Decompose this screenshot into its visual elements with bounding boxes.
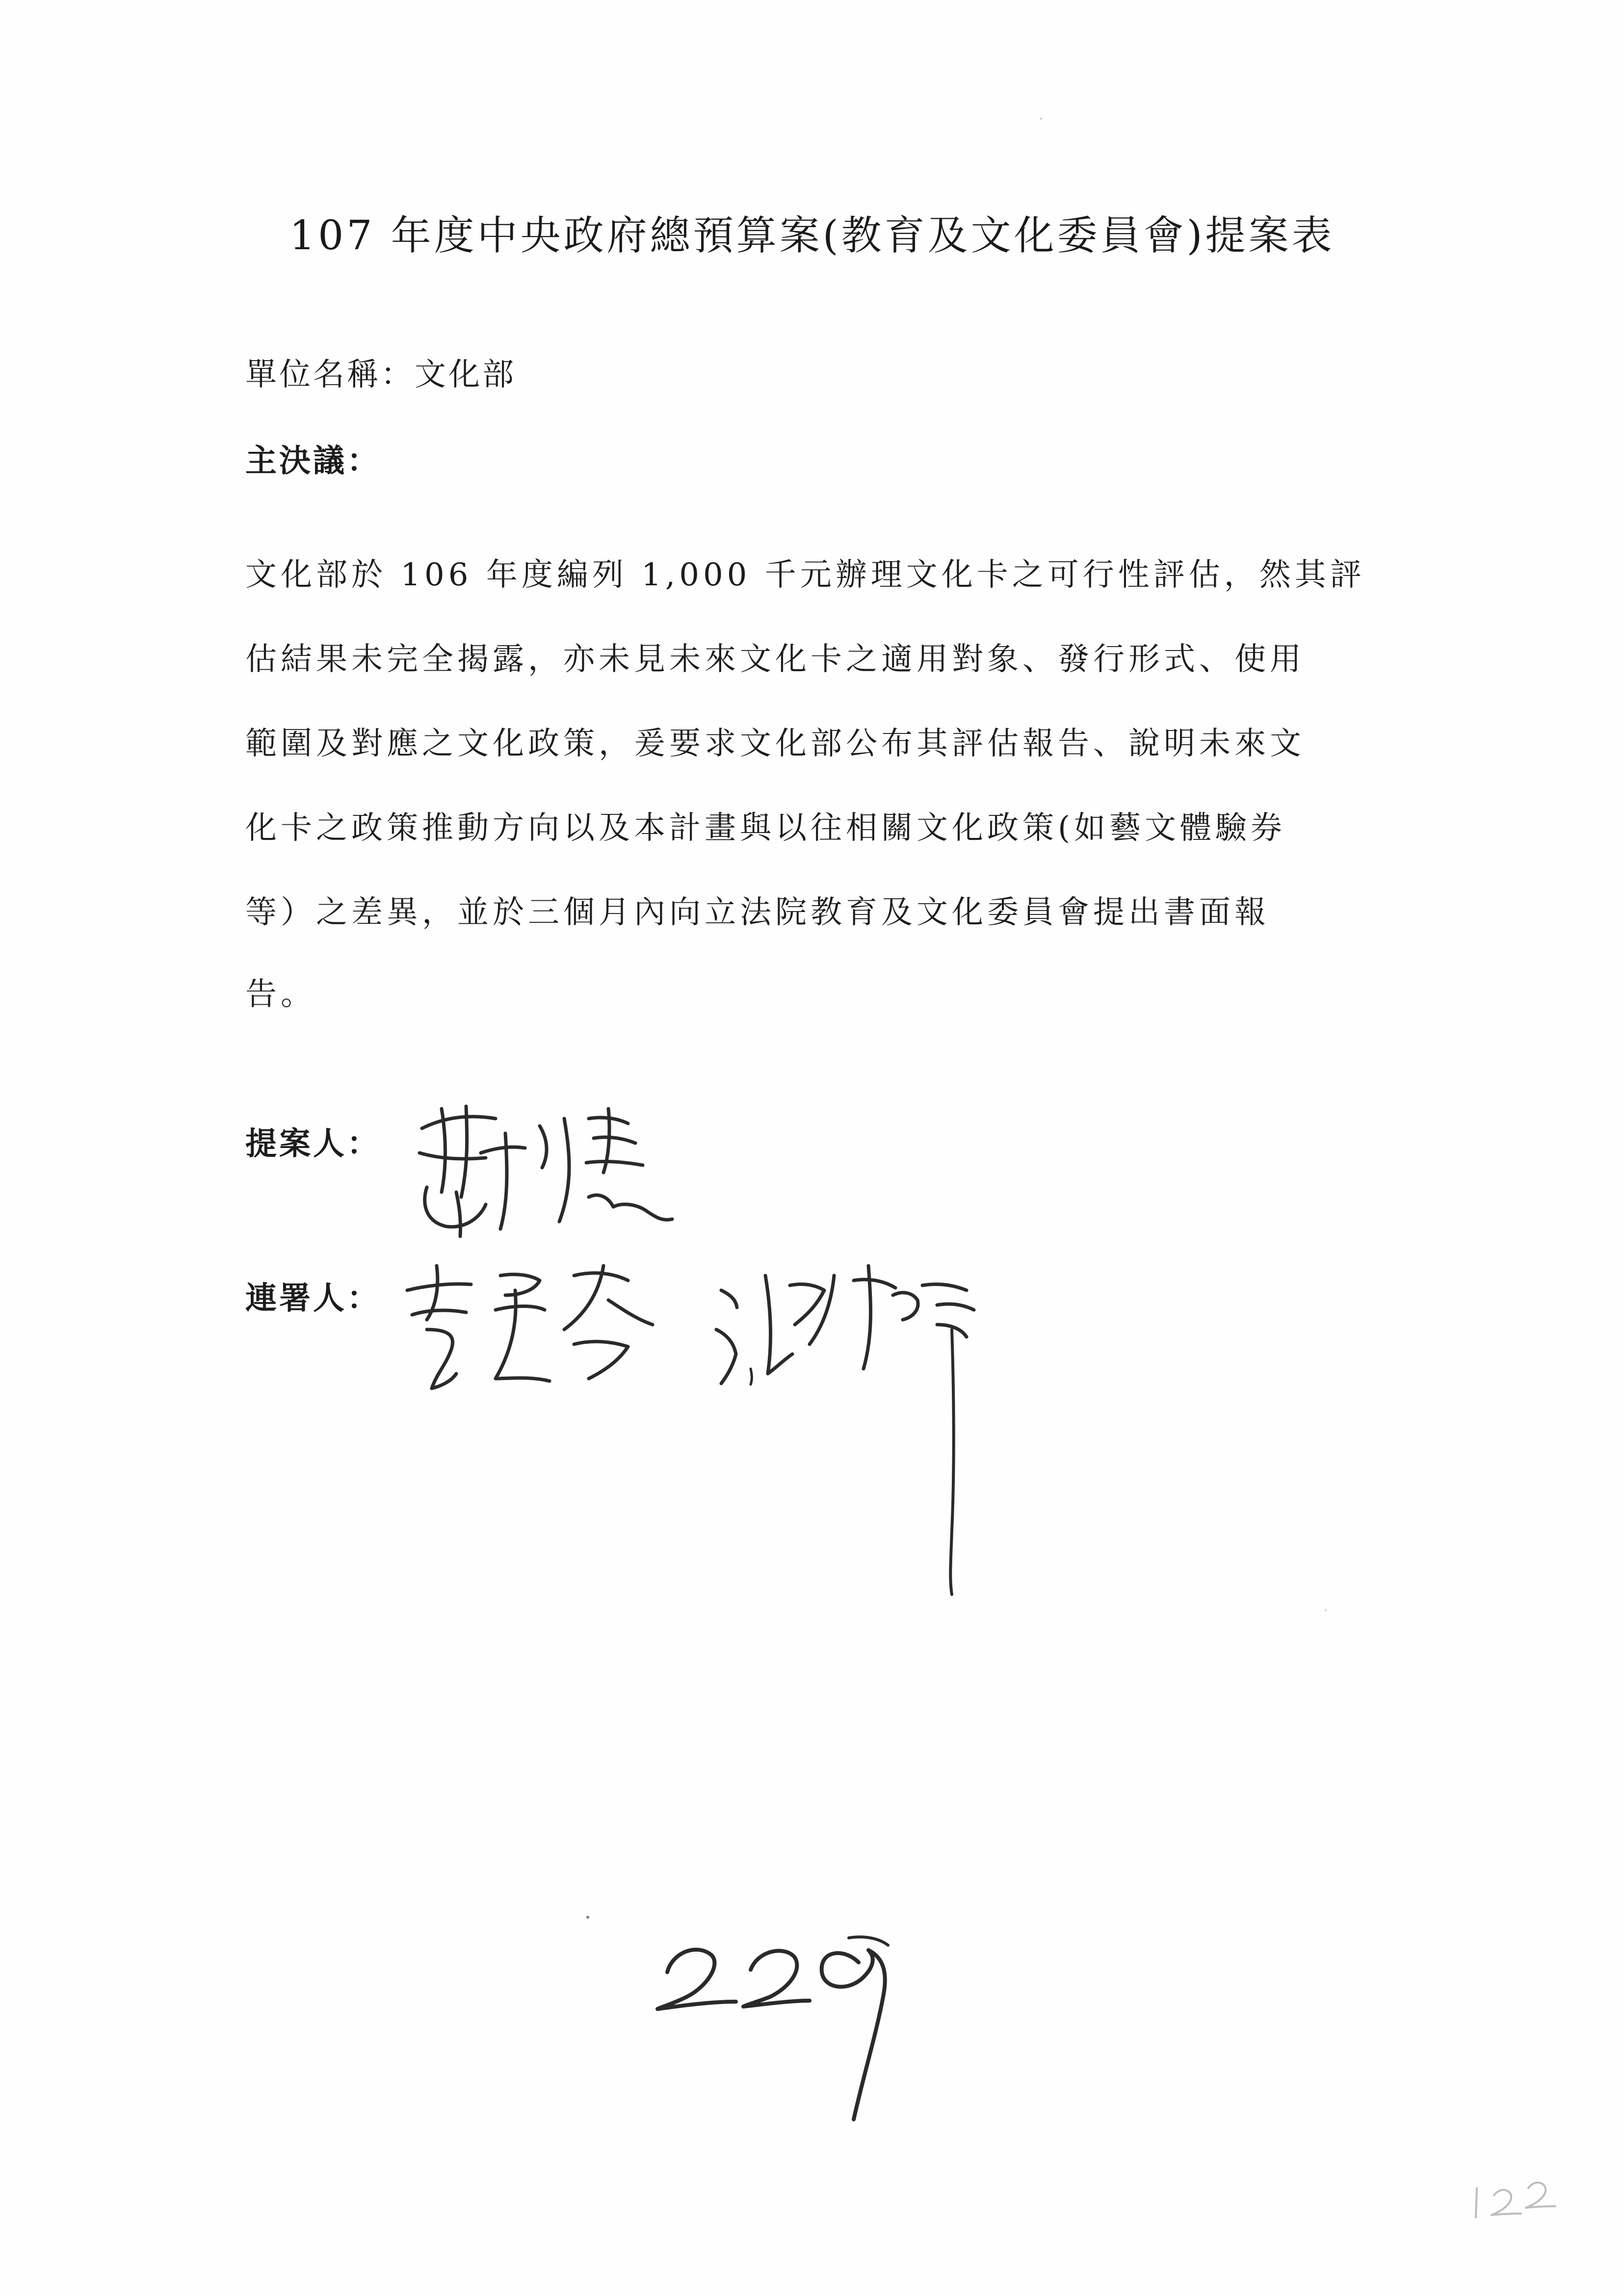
- resolution-line-4: 化卡之政策推動方向以及本計畫與以往相關文化政策(如藝文體驗券: [245, 810, 1286, 846]
- scan-speck: [1325, 1609, 1327, 1611]
- cosigner-label: 連署人：: [245, 1280, 381, 1317]
- resolution-line-5: 等）之差異，並於三個月內向立法院教育及文化委員會提出書面報: [245, 894, 1270, 931]
- scan-speck: [1040, 118, 1042, 120]
- unit-value: 文化部: [415, 357, 516, 393]
- page-title: 107 年度中央政府總預算案(教育及文化委員會)提案表: [289, 212, 1335, 259]
- resolution-line-1: 文化部於 106 年度編列 1,000 千元辦理文化卡之可行性評估，然其評: [245, 557, 1365, 593]
- cosigner-signature-2: [707, 1256, 991, 1599]
- unit-line: [245, 349, 516, 394]
- resolution-heading: 主決議：: [245, 443, 381, 479]
- cosigner-signature-1: [397, 1256, 672, 1403]
- proposer-label: 提案人：: [245, 1126, 381, 1162]
- proposer-signature: [412, 1099, 677, 1246]
- resolution-line-3: 範圍及對應之文化政策，爰要求文化部公布其評估報告、說明未來文: [245, 726, 1305, 762]
- resolution-line-6: 告。: [245, 976, 316, 1013]
- unit-label: 單位名稱：: [245, 357, 415, 393]
- resolution-line-2: 估結果未完全揭露，亦未見未來文化卡之適用對象、發行形式、使用: [245, 641, 1305, 678]
- page-number-mark: [1467, 2168, 1575, 2227]
- handwritten-number: [653, 1928, 947, 2134]
- scan-speck: [586, 1916, 589, 1919]
